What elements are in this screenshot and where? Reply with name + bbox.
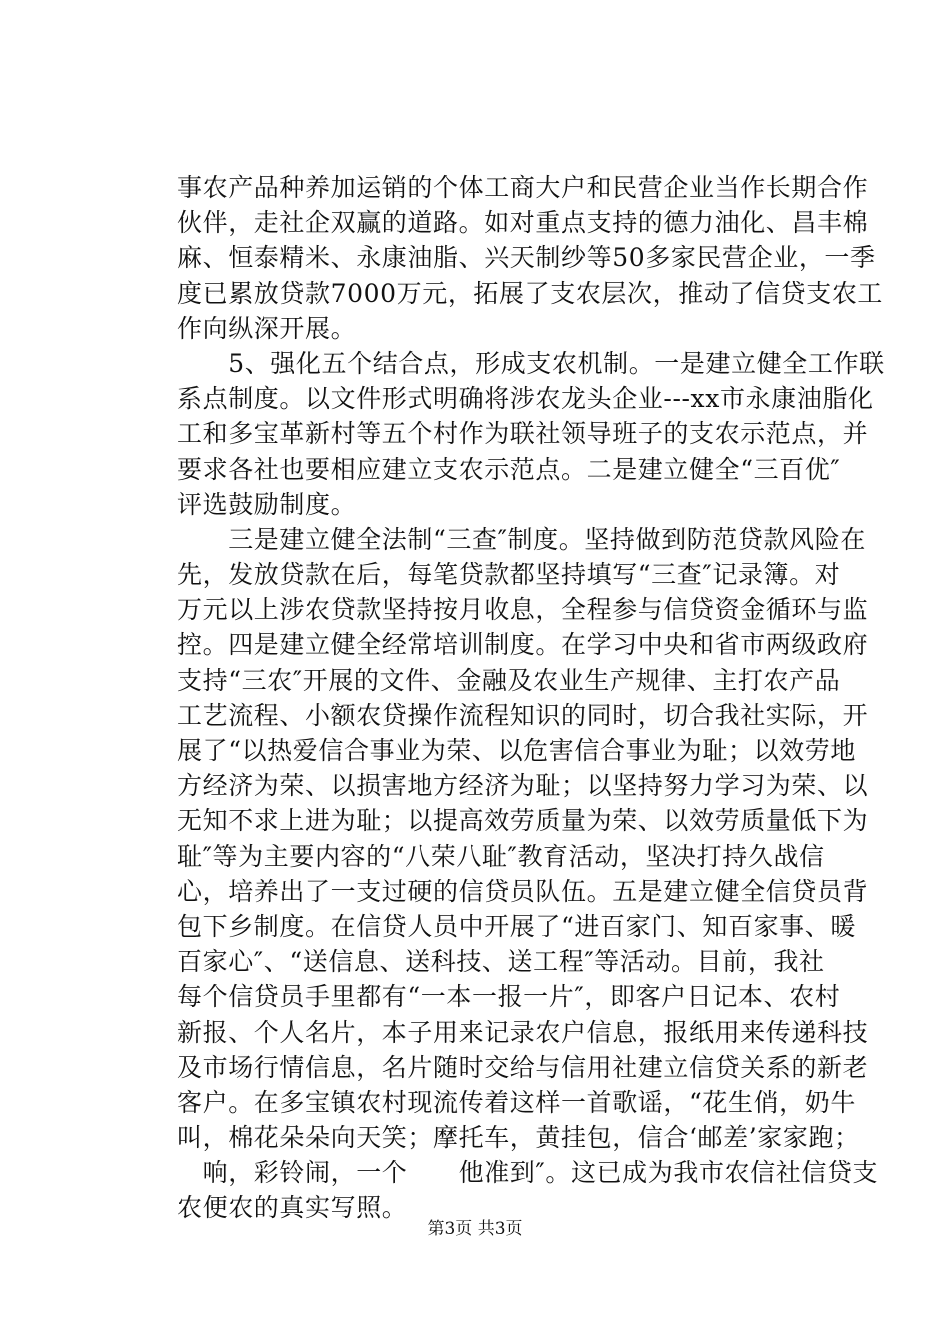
text-line: 方经济为荣、以损害地方经济为耻；以坚持努力学习为荣、以 [177,771,869,801]
text-line: 百家心″、“送信息、送科技、送工程″等活动。目前，我社 [177,947,825,977]
text-line: 支持“三农″开展的文件、金融及农业生产规律、主打农产品 [177,665,841,695]
text-line: 万元以上涉农贷款坚持按月收息，全程参与信贷资金循环与监 [177,595,869,625]
text-line: 耻″等为主要内容的“八荣八耻″教育活动，坚决打持久战信 [177,841,825,871]
text-line: 叫，棉花朵朵向天笑；摩托车，黄挂包，信合‘邮差’家家跑； [177,1123,860,1153]
page-number-footer: 第3页 共3页 [427,1219,523,1239]
text-line: 新报、个人名片，本子用来记录农户信息，报纸用来传递科技 [177,1017,869,1047]
text-line: 事农产品种养加运销的个体工商大户和民营企业当作长期合作 [177,173,869,202]
text-line: 三是建立健全法制“三查″制度。坚持做到防范贷款风险在 [177,524,866,554]
text-line: 5、强化五个结合点，形成支农机制。一是建立健全工作联 [177,348,885,378]
text-line: 麻、恒泰精米、永康油脂、兴天制纱等50多家民营企业，一季 [177,243,876,273]
text-line: 要求各社也要相应建立支农示范点。二是建立健全“三百优″ [177,454,841,484]
text-line: 客户。在多宝镇农村现流传着这样一首歌谣，“花生俏，奶牛 [177,1087,856,1117]
text-line: 每个信贷员手里都有“一本一报一片″，即客户日记本、农村 [177,982,841,1012]
text-line: 心，培养出了一支过硬的信贷员队伍。五是建立健全信贷员背 [177,876,869,906]
text-line: 包下乡制度。在信贷人员中开展了“进百家门、知百家事、暖 [177,911,856,941]
text-line: 响，彩铃闹，一个 他准到″。这已成为我市农信社信贷支 [177,1158,879,1188]
text-line: 农便农的真实写照。 [177,1193,408,1223]
text-line: 作向纵深开展。 [177,313,357,343]
text-line: 及市场行情信息，名片随时交给与信用社建立信贷关系的新老 [177,1052,869,1082]
text-line: 展了“以热爱信合事业为荣、以危害信合事业为耻；以效劳地 [177,736,856,765]
text-line: 伙伴，走社企双赢的道路。如对重点支持的德力油化、昌丰棉 [177,208,869,238]
text-line: 评选鼓励制度。 [177,489,357,519]
text-line: 工和多宝革新村等五个村作为联社领导班子的支农示范点，并 [177,419,869,449]
text-line: 先，发放贷款在后，每笔贷款都坚持填写“三查″记录簿。对 [177,560,841,590]
text-line: 系点制度。以文件形式明确将涉农龙头企业---xx市永康油脂化 [177,384,874,414]
text-line: 无知不求上进为耻；以提高效劳质量为荣、以效劳质量低下为 [177,806,869,836]
text-line: 度已累放贷款7000万元，拓展了支农层次，推动了信贷支农工 [177,278,884,308]
text-line: 工艺流程、小额农贷操作流程知识的同时，切合我社实际，开 [177,700,869,730]
body-text [177,170,885,1226]
text-line: 控。四是建立健全经常培训制度。在学习中央和省市两级政府 [177,630,869,660]
